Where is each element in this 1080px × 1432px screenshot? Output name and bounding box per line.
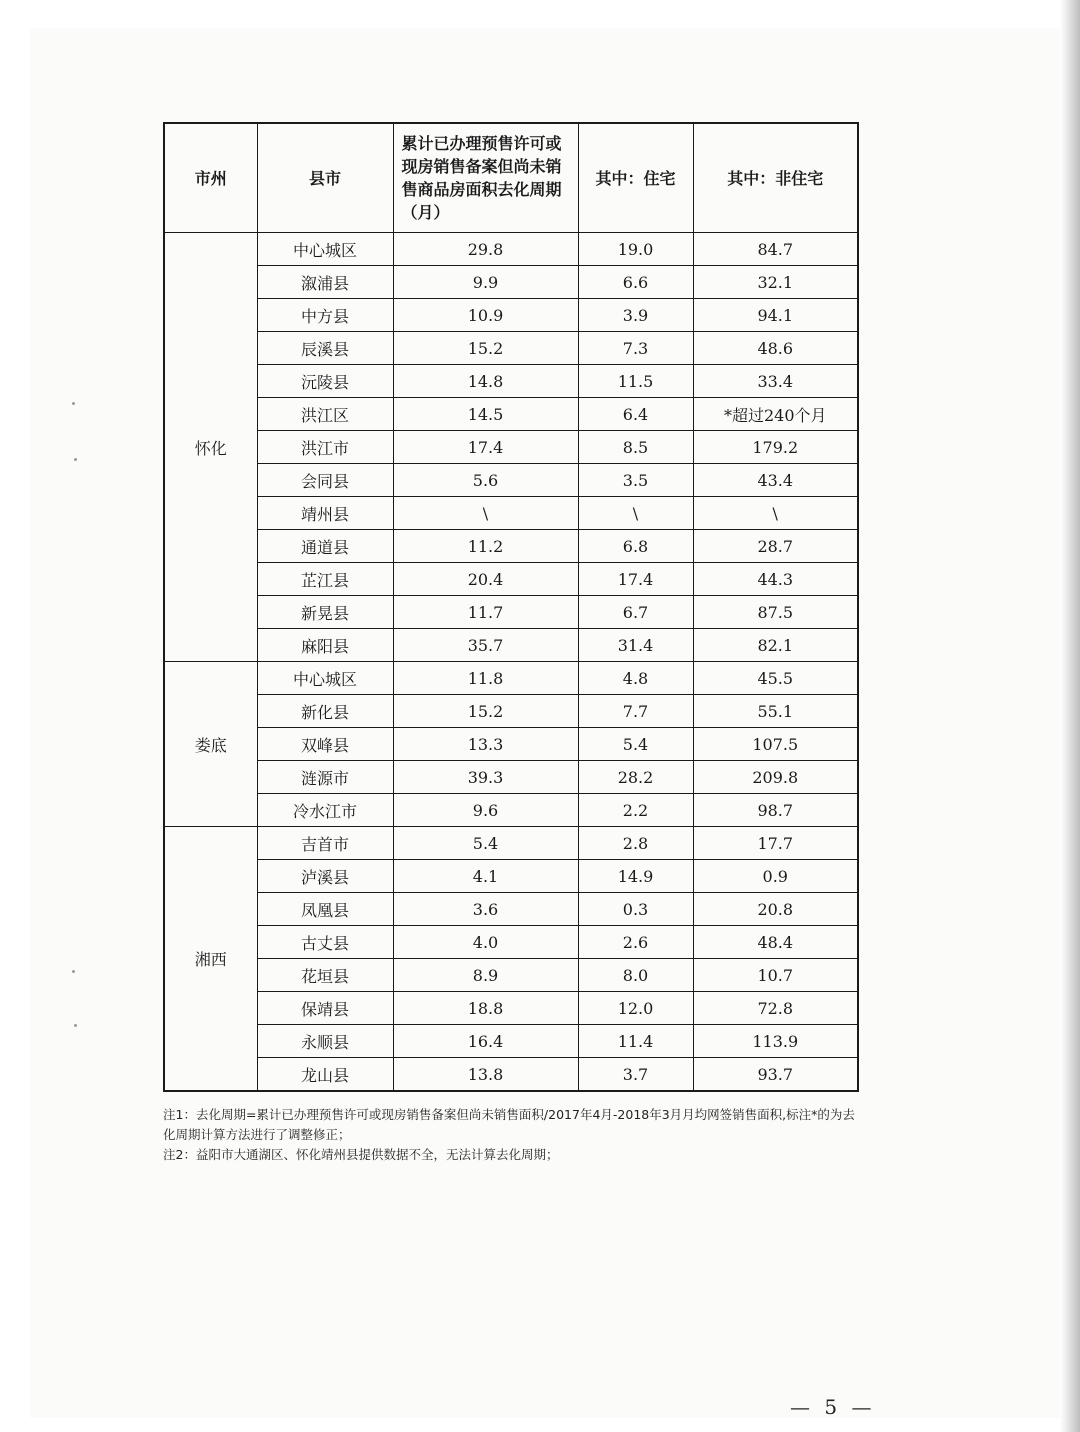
- city-cell: 娄底: [164, 662, 257, 827]
- residential-cell: 12.0: [578, 992, 693, 1025]
- non-residential-cell: 28.7: [693, 530, 858, 563]
- county-cell: 花垣县: [257, 959, 393, 992]
- scan-speck: [74, 458, 77, 461]
- total-period-cell: 39.3: [393, 761, 578, 794]
- non-residential-cell: 107.5: [693, 728, 858, 761]
- county-cell: 古丈县: [257, 926, 393, 959]
- table-row: [164, 266, 858, 299]
- table-row: [164, 794, 858, 827]
- county-cell: 中方县: [257, 299, 393, 332]
- residential-cell: 11.4: [578, 1025, 693, 1058]
- residential-cell: 2.8: [578, 827, 693, 860]
- total-period-cell: 9.9: [393, 266, 578, 299]
- residential-cell: 11.5: [578, 365, 693, 398]
- non-residential-cell: *超过240个月: [693, 398, 858, 431]
- city-cell: 湘西: [164, 827, 257, 1092]
- total-period-cell: 11.8: [393, 662, 578, 695]
- county-cell: 凤凰县: [257, 893, 393, 926]
- residential-cell: 14.9: [578, 860, 693, 893]
- county-cell: 新晃县: [257, 596, 393, 629]
- county-cell: 靖州县: [257, 497, 393, 530]
- residential-cell: \: [578, 497, 693, 530]
- total-period-cell: 17.4: [393, 431, 578, 464]
- county-cell: 永顺县: [257, 1025, 393, 1058]
- residential-cell: 28.2: [578, 761, 693, 794]
- table-row: [164, 596, 858, 629]
- total-period-cell: 8.9: [393, 959, 578, 992]
- non-residential-cell: 33.4: [693, 365, 858, 398]
- header-residential: 其中：住宅: [578, 123, 693, 233]
- table-body: [164, 233, 858, 1092]
- non-residential-cell: 17.7: [693, 827, 858, 860]
- county-cell: 中心城区: [257, 662, 393, 695]
- table-row: [164, 299, 858, 332]
- total-period-cell: 20.4: [393, 563, 578, 596]
- note-1: 注1：去化周期=累计已办理预售许可或现房销售备案但尚未销售面积/2017年4月-2018年3月月均网签销售面积,标注*的为去化周期计算方法进行了调整修正；: [163, 1107, 855, 1142]
- residential-cell: 5.4: [578, 728, 693, 761]
- table-row: [164, 629, 858, 662]
- non-residential-cell: 10.7: [693, 959, 858, 992]
- table-row: [164, 926, 858, 959]
- table-row: [164, 695, 858, 728]
- residential-cell: 19.0: [578, 233, 693, 266]
- total-period-cell: 15.2: [393, 332, 578, 365]
- housing-destocking-table: [163, 122, 859, 1092]
- total-period-cell: 14.8: [393, 365, 578, 398]
- table-row: [164, 530, 858, 563]
- residential-cell: 7.3: [578, 332, 693, 365]
- table-row: [164, 827, 858, 860]
- table-header-row: [164, 123, 858, 233]
- non-residential-cell: 43.4: [693, 464, 858, 497]
- county-cell: 中心城区: [257, 233, 393, 266]
- header-non-residential: 其中：非住宅: [693, 123, 858, 233]
- header-total-period: 累计已办理预售许可或现房销售备案但尚未销售商品房面积去化周期（月）: [393, 123, 578, 233]
- county-cell: 溆浦县: [257, 266, 393, 299]
- non-residential-cell: 44.3: [693, 563, 858, 596]
- non-residential-cell: 98.7: [693, 794, 858, 827]
- non-residential-cell: 87.5: [693, 596, 858, 629]
- table-row: [164, 893, 858, 926]
- residential-cell: 17.4: [578, 563, 693, 596]
- county-cell: 龙山县: [257, 1058, 393, 1092]
- non-residential-cell: 32.1: [693, 266, 858, 299]
- non-residential-cell: 179.2: [693, 431, 858, 464]
- county-cell: 吉首市: [257, 827, 393, 860]
- city-cell: 怀化: [164, 233, 257, 662]
- total-period-cell: \: [393, 497, 578, 530]
- non-residential-cell: 48.4: [693, 926, 858, 959]
- total-period-cell: 10.9: [393, 299, 578, 332]
- total-period-cell: 15.2: [393, 695, 578, 728]
- total-period-cell: 35.7: [393, 629, 578, 662]
- total-period-cell: 11.7: [393, 596, 578, 629]
- table-row: [164, 728, 858, 761]
- total-period-cell: 4.0: [393, 926, 578, 959]
- table-row: [164, 431, 858, 464]
- table-row: [164, 563, 858, 596]
- residential-cell: 6.6: [578, 266, 693, 299]
- residential-cell: 2.2: [578, 794, 693, 827]
- county-cell: 洪江市: [257, 431, 393, 464]
- page-edge-shadow: [1060, 0, 1080, 1432]
- non-residential-cell: 55.1: [693, 695, 858, 728]
- table-row: [164, 365, 858, 398]
- non-residential-cell: 209.8: [693, 761, 858, 794]
- total-period-cell: 3.6: [393, 893, 578, 926]
- residential-cell: 6.4: [578, 398, 693, 431]
- total-period-cell: 18.8: [393, 992, 578, 1025]
- non-residential-cell: 48.6: [693, 332, 858, 365]
- county-cell: 通道县: [257, 530, 393, 563]
- county-cell: 保靖县: [257, 992, 393, 1025]
- county-cell: 冷水江市: [257, 794, 393, 827]
- residential-cell: 3.9: [578, 299, 693, 332]
- non-residential-cell: 82.1: [693, 629, 858, 662]
- county-cell: 洪江区: [257, 398, 393, 431]
- total-period-cell: 9.6: [393, 794, 578, 827]
- non-residential-cell: 93.7: [693, 1058, 858, 1092]
- residential-cell: 2.6: [578, 926, 693, 959]
- residential-cell: 31.4: [578, 629, 693, 662]
- header-city: 市州: [164, 123, 257, 233]
- county-cell: 涟源市: [257, 761, 393, 794]
- table-row: [164, 860, 858, 893]
- total-period-cell: 14.5: [393, 398, 578, 431]
- non-residential-cell: 113.9: [693, 1025, 858, 1058]
- residential-cell: 0.3: [578, 893, 693, 926]
- table-row: [164, 761, 858, 794]
- note-2: 注2：益阳市大通湖区、怀化靖州县提供数据不全，无法计算去化周期；: [163, 1147, 559, 1162]
- table-row: [164, 662, 858, 695]
- residential-cell: 6.7: [578, 596, 693, 629]
- table-notes: [163, 1105, 863, 1165]
- county-cell: 新化县: [257, 695, 393, 728]
- table-row: [164, 959, 858, 992]
- scan-speck: [72, 402, 75, 405]
- table-row: [164, 1058, 858, 1092]
- table-row: [164, 992, 858, 1025]
- table-row: [164, 332, 858, 365]
- total-period-cell: 13.8: [393, 1058, 578, 1092]
- non-residential-cell: 72.8: [693, 992, 858, 1025]
- non-residential-cell: \: [693, 497, 858, 530]
- table-row: [164, 464, 858, 497]
- total-period-cell: 4.1: [393, 860, 578, 893]
- total-period-cell: 5.4: [393, 827, 578, 860]
- non-residential-cell: 45.5: [693, 662, 858, 695]
- county-cell: 沅陵县: [257, 365, 393, 398]
- county-cell: 双峰县: [257, 728, 393, 761]
- total-period-cell: 11.2: [393, 530, 578, 563]
- non-residential-cell: 0.9: [693, 860, 858, 893]
- scan-speck: [72, 970, 75, 973]
- residential-cell: 8.5: [578, 431, 693, 464]
- county-cell: 芷江县: [257, 563, 393, 596]
- table-row: [164, 398, 858, 431]
- non-residential-cell: 20.8: [693, 893, 858, 926]
- county-cell: 麻阳县: [257, 629, 393, 662]
- non-residential-cell: 94.1: [693, 299, 858, 332]
- total-period-cell: 13.3: [393, 728, 578, 761]
- total-period-cell: 5.6: [393, 464, 578, 497]
- table-row: [164, 497, 858, 530]
- county-cell: 泸溪县: [257, 860, 393, 893]
- table-row: [164, 1025, 858, 1058]
- table-row: [164, 233, 858, 266]
- residential-cell: 7.7: [578, 695, 693, 728]
- non-residential-cell: 84.7: [693, 233, 858, 266]
- total-period-cell: 16.4: [393, 1025, 578, 1058]
- residential-cell: 3.7: [578, 1058, 693, 1092]
- page-number: — 5 —: [790, 1395, 876, 1419]
- residential-cell: 6.8: [578, 530, 693, 563]
- scan-speck: [74, 1024, 77, 1027]
- residential-cell: 3.5: [578, 464, 693, 497]
- residential-cell: 8.0: [578, 959, 693, 992]
- county-cell: 会同县: [257, 464, 393, 497]
- header-county: 县市: [257, 123, 393, 233]
- residential-cell: 4.8: [578, 662, 693, 695]
- county-cell: 辰溪县: [257, 332, 393, 365]
- total-period-cell: 29.8: [393, 233, 578, 266]
